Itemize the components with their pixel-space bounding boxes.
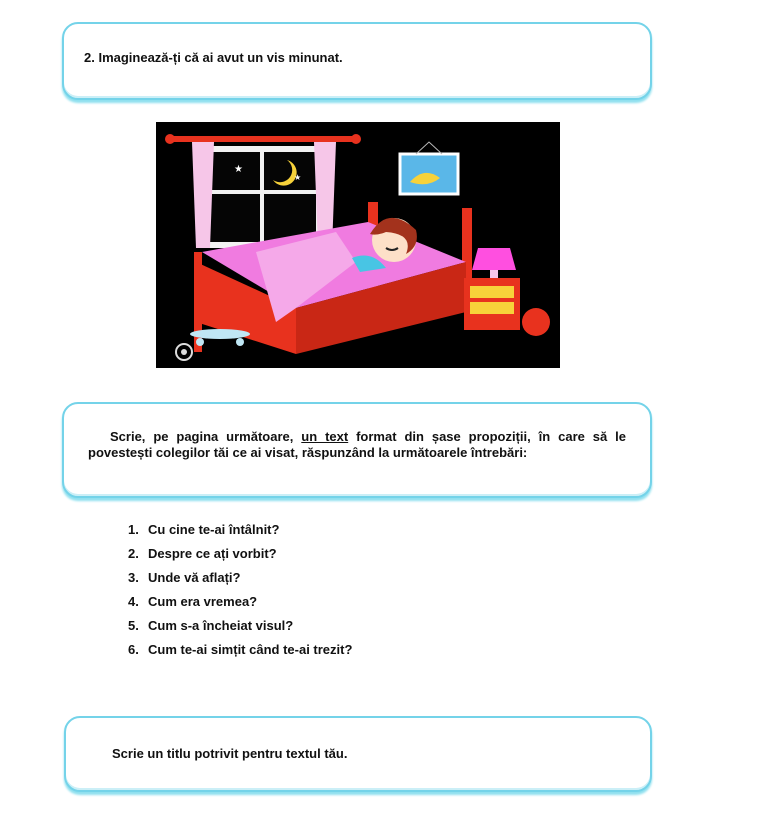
- instructions-box: [62, 402, 652, 498]
- question-item: [128, 522, 352, 546]
- question-text: Unde vă aflați?: [148, 570, 241, 585]
- question-text: Cum era vremea?: [148, 594, 258, 609]
- question-number: 1.: [128, 522, 139, 537]
- question-text: Despre ce ați vorbit?: [148, 546, 277, 561]
- title-task-box: [64, 716, 652, 792]
- question-text: Cum s-a încheiat visul?: [148, 618, 294, 633]
- task-heading-box: [62, 22, 652, 100]
- svg-text:★: ★: [234, 164, 243, 175]
- question-number: 5.: [128, 618, 139, 633]
- questions-list: [128, 522, 352, 666]
- question-number: 3.: [128, 570, 139, 585]
- question-item: [128, 594, 352, 618]
- task-heading: 2. Imaginează-ți că ai avut un vis minunat.: [84, 50, 343, 65]
- question-number: 4.: [128, 594, 139, 609]
- question-text: Cum te-ai simțit când te-ai trezit?: [148, 642, 353, 657]
- instructions-part2: format din șase propoziții, în care să le povestești colegilor tăi ce ai visat, răspunzând la următoarele întrebări:: [88, 429, 626, 460]
- lamp-icon: [472, 248, 516, 270]
- question-number: 6.: [128, 642, 139, 657]
- question-item: [128, 618, 352, 642]
- instructions-part1: Scrie, pe pagina următoare,: [110, 429, 302, 444]
- instructions-text: [88, 429, 626, 461]
- title-task-text: Scrie un titlu potrivit pentru textul tău.: [112, 746, 348, 761]
- question-text: Cu cine te-ai întâlnit?: [148, 522, 280, 537]
- svg-text:★: ★: [294, 173, 302, 182]
- question-number: 2.: [128, 546, 139, 561]
- sleeping-girl-illustration: [156, 122, 560, 368]
- question-item: [128, 642, 352, 666]
- question-item: [128, 570, 352, 594]
- question-item: [128, 546, 352, 570]
- instructions-underlined: un text: [301, 429, 349, 444]
